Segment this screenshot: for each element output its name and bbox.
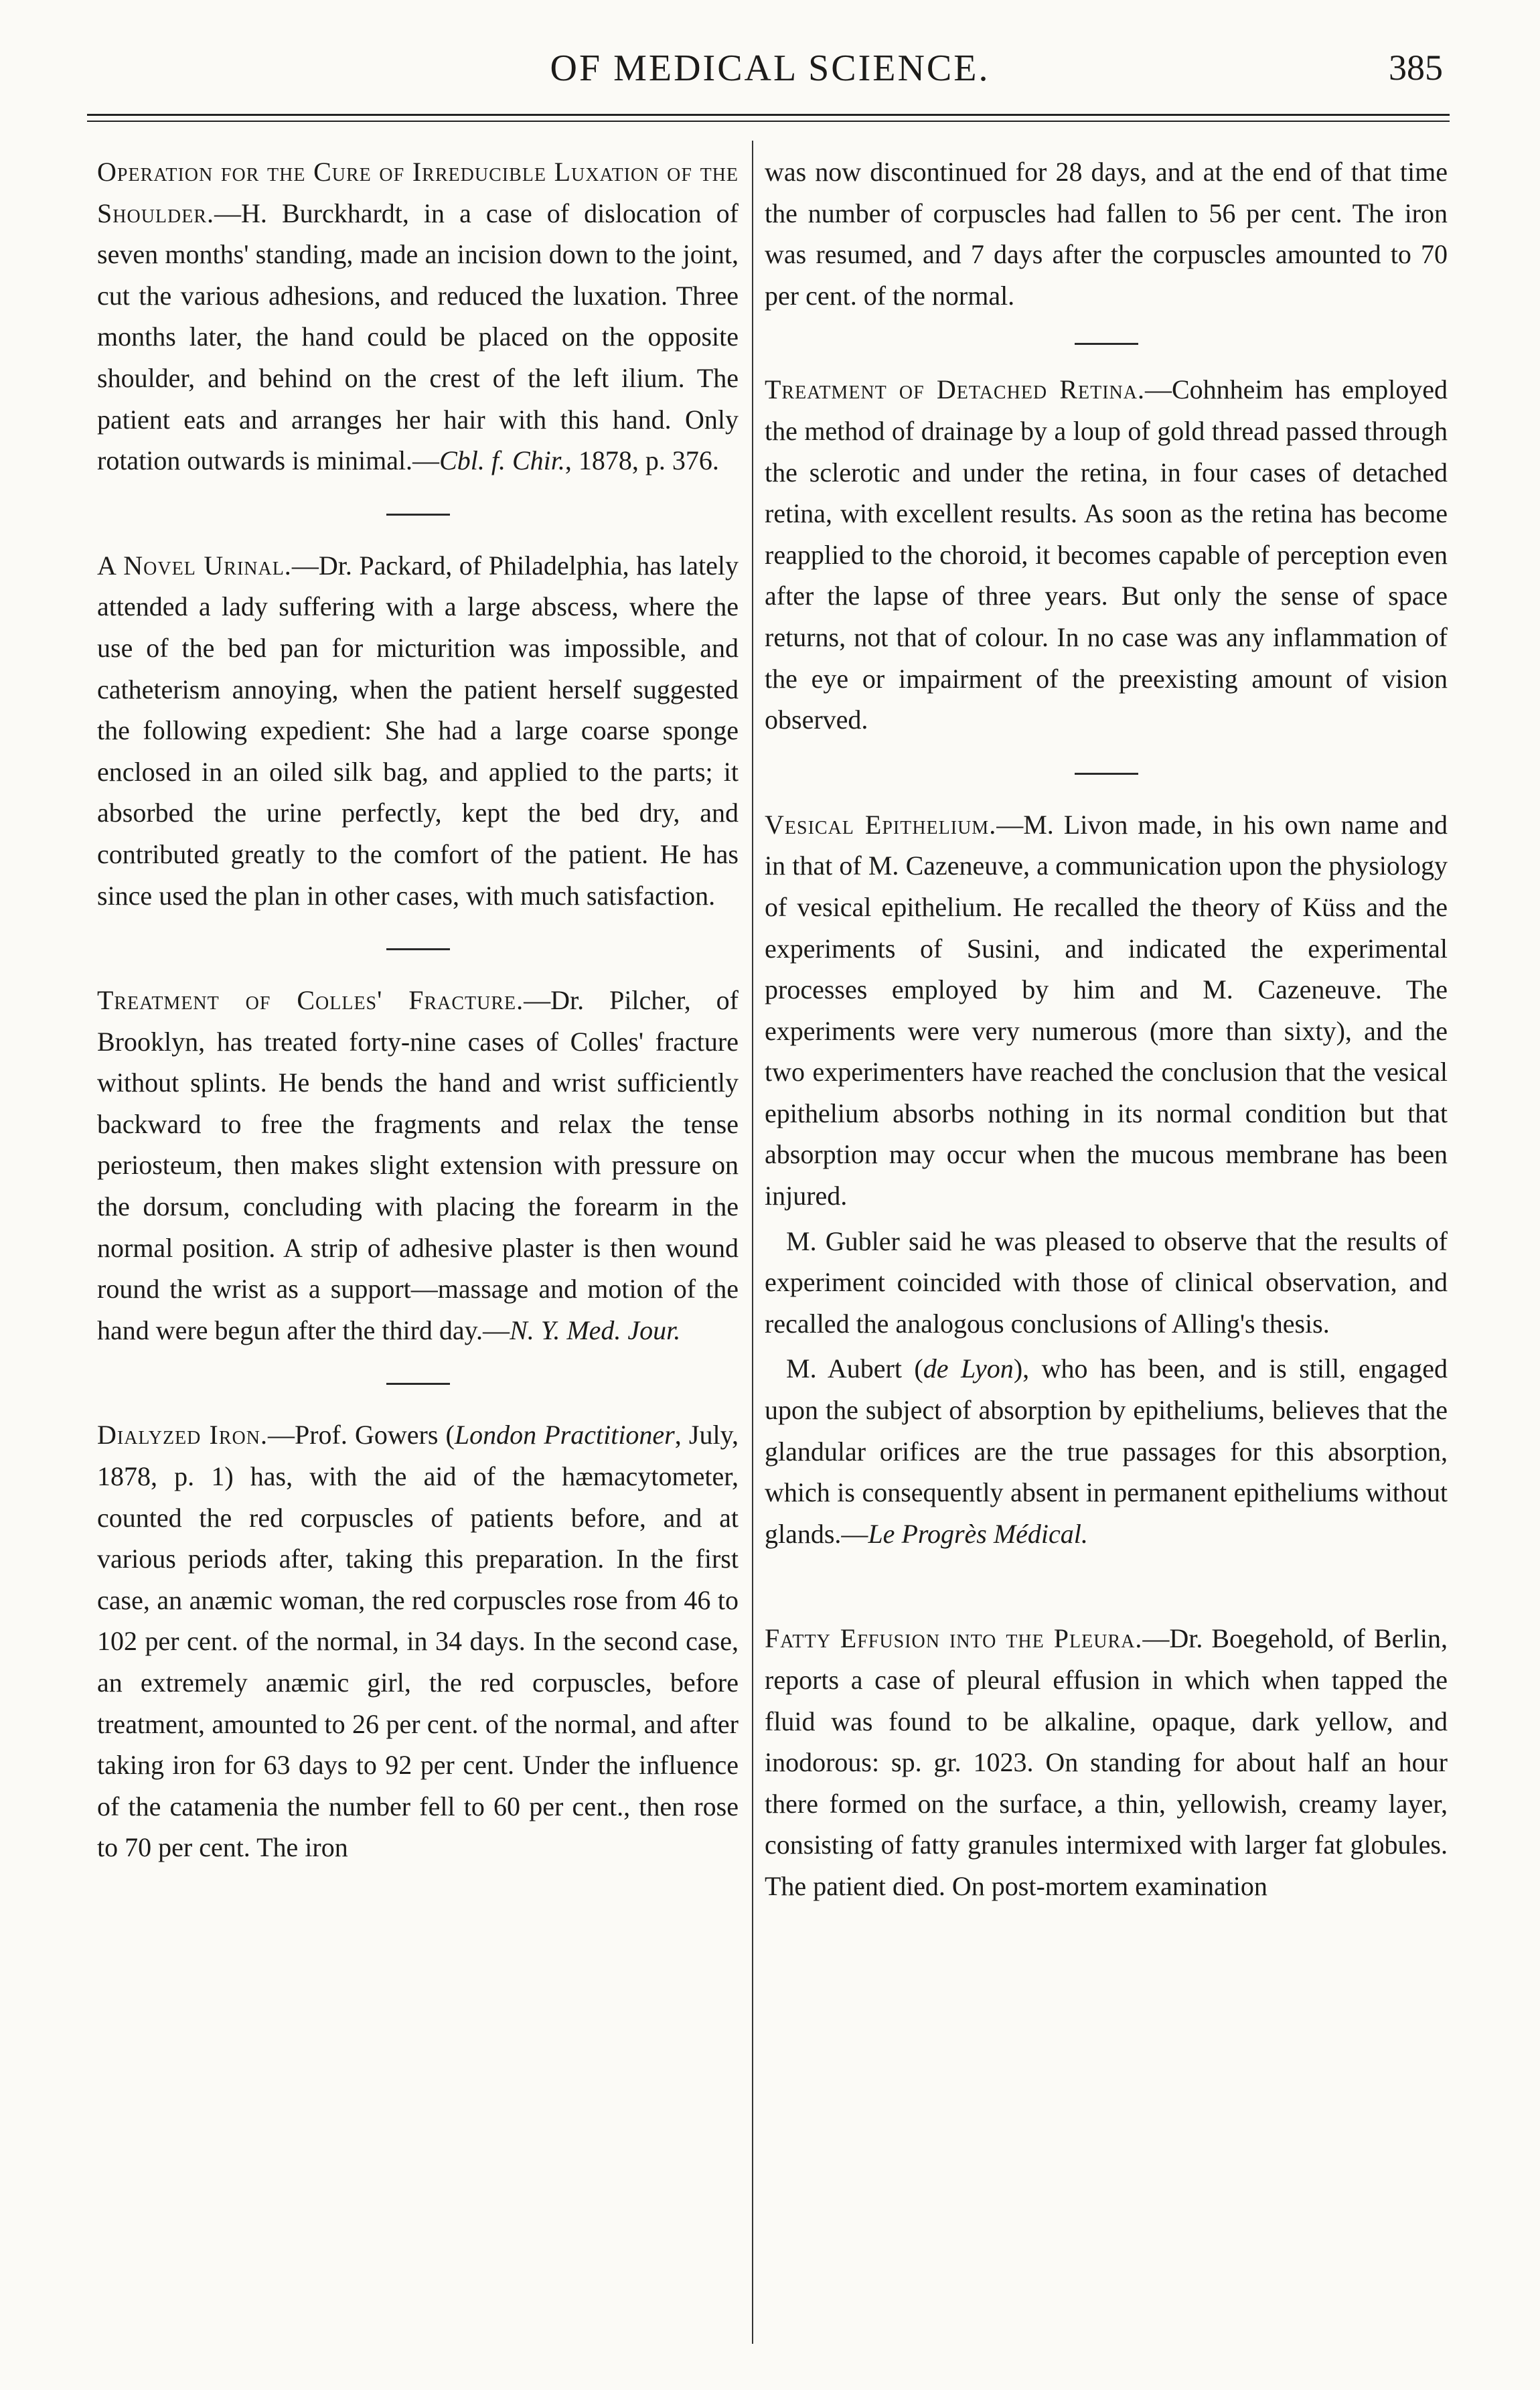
section-separator bbox=[1075, 773, 1138, 775]
section-separator bbox=[1075, 343, 1138, 345]
article-paragraph bbox=[765, 804, 1448, 1217]
article-paragraph-2: M. Gubler said he was pleased to observe that the results of experiment coincided with those of clinical observation, and recalled the analogous conclusions of Alling's thesis. bbox=[765, 1225, 1448, 1339]
article-body: —Cohnheim has employed the method of drainage by a loup of gold thread passed through the sclerotic and under the retina, in four cases of detached retina, with excellent results. As soon as the retina has become reapplied to the choroid, it becomes capable of perception even after the lapse of three years. But only the sense of space returns, not that of colour. In no case was any inflammation of the eye or impairment of the preexisting amount of vision observed. bbox=[765, 374, 1448, 735]
article-citation-tail: , 1878, p. 376. bbox=[564, 445, 719, 476]
article-continuation bbox=[765, 151, 1448, 316]
article-citation: N. Y. Med. Jour. bbox=[510, 1315, 681, 1345]
article-citation: Cbl. f. Chir. bbox=[439, 445, 565, 476]
article-source: de Lyon bbox=[923, 1353, 1014, 1384]
article-paragraph bbox=[765, 369, 1448, 740]
article-paragraph bbox=[97, 151, 739, 481]
article-heading: A Novel Urinal. bbox=[97, 550, 292, 581]
article-body-lead: M. Aubert ( bbox=[786, 1353, 923, 1384]
article-body: —H. Burckhardt, in a case of dislocation of seven months' standing, made an incision down to the joint, cut the various adhesions, and reduced the luxation. Three months later, the hand could be placed on the opposite shoulder, and behind on the crest of the left ilium. The patient eats and arranges her hair with this hand. Only rotation outwards is minimal.— bbox=[97, 198, 739, 476]
article-heading: Treatment of Colles' Fracture. bbox=[97, 985, 524, 1016]
article-body: —Dr. Pilcher, of Brooklyn, has treated forty-nine cases of Colles' fracture without splints. He bends the hand and wrist sufficiently backward to free the fragments and relax the tense periosteum, then makes slight extension with pressure on the dorsum, concluding with placing the forearm in the normal position. A strip of adhesive plaster is then wound round the wrist as a support—massage and motion of the hand were begun after the third day.— bbox=[97, 985, 739, 1345]
section-separator bbox=[386, 948, 450, 950]
article-citation: Le Progrès Médical. bbox=[868, 1518, 1088, 1549]
article-heading: Vesical Epithelium. bbox=[765, 809, 997, 840]
article-paragraph bbox=[97, 545, 739, 916]
article-body: ), who has been, and is still, engaged upon the subject of absorption by epitheliums, believes that the glandular orifices are the true passages for this absorption, which is consequently absent in permanent epitheliums without glands.— bbox=[765, 1353, 1448, 1549]
article-vesical-epithelium bbox=[765, 804, 1448, 1555]
article-body: —Dr. Packard, of Philadelphia, has lately attended a lady suffering with a large abscess, where the use of the bed pan for micturition was impossible, and catheterism annoying, when the patient herself suggested the following expedient: She had a large coarse sponge enclosed in an oiled silk bag, and applied to the parts; it absorbed the urine perfectly, kept the bed dry, and contributed greatly to the comfort of the patient. He has since used the plan in other cases, with much satisfaction. bbox=[97, 550, 739, 911]
article-fatty-effusion bbox=[765, 1618, 1448, 1907]
continued-paragraph: was now discontinued for 28 days, and at the end of that time the number of corpuscles had fallen to 56 per cent. The iron was resumed, and 7 days after the corpuscles amounted to 70 per cent. of the normal. bbox=[765, 157, 1448, 311]
article-colles-fracture bbox=[97, 980, 739, 1351]
page-number: 385 bbox=[1389, 48, 1443, 88]
article-paragraph bbox=[765, 1618, 1448, 1907]
running-head bbox=[0, 47, 1540, 100]
right-column bbox=[765, 151, 1448, 1907]
article-dialyzed-iron bbox=[97, 1414, 739, 1868]
article-body: , July, 1878, p. 1) has, with the aid of the hæmacytometer, counted the red corpuscles of patients before, and at various periods after, taking this preparation. In the first case, an anæmic woman, the red corpuscles rose from 46 to 102 per cent. of the normal, in 34 days. In the second case, an extremely anæmic girl, the red corpuscles, before treatment, amounted to 26 per cent. of the normal, and after taking iron for 63 days to 92 per cent. Under the influence of the catamenia the number fell to 60 per cent., then rose to 70 per cent. The iron bbox=[97, 1420, 739, 1863]
article-body: —Dr. Boegehold, of Berlin, reports a case of pleural effusion in which when tapped the fluid was found to be alkaline, opaque, dark yellow, and inodorous: sp. gr. 1023. On standing for about half an hour there formed on the surface, a thin, yellowish, creamy layer, consisting of fatty granules intermixed with larger fat globules. The patient died. On post-mortem examination bbox=[765, 1623, 1448, 1901]
running-title: OF MEDICAL SCIENCE. bbox=[550, 48, 990, 89]
article-heading: Treatment of Detached Retina. bbox=[765, 374, 1145, 405]
section-separator bbox=[386, 514, 450, 516]
article-detached-retina bbox=[765, 369, 1448, 740]
header-rule-bottom bbox=[87, 121, 1450, 122]
article-heading: Dialyzed Iron. bbox=[97, 1420, 268, 1450]
article-novel-urinal bbox=[97, 545, 739, 916]
article-paragraph bbox=[97, 980, 739, 1351]
left-column bbox=[97, 151, 739, 1868]
column-divider bbox=[752, 141, 753, 2344]
section-separator bbox=[386, 1383, 450, 1385]
article-heading: Operation for the Cure of Irreducible Luxation of the Shoulder. bbox=[97, 157, 739, 228]
header-rule-top bbox=[87, 114, 1450, 116]
article-paragraph-3 bbox=[765, 1348, 1448, 1554]
article-source: London Practitioner bbox=[454, 1420, 675, 1450]
article-body-lead: —Prof. Gowers ( bbox=[267, 1420, 455, 1450]
article-paragraph bbox=[97, 1414, 739, 1868]
article-shoulder-luxation bbox=[97, 151, 739, 481]
article-heading: Fatty Effusion into the Pleura. bbox=[765, 1623, 1143, 1654]
article-body: —M. Livon made, in his own name and in that of M. Cazeneuve, a communication upon the physiology of vesical epithelium. He recalled the theory of Küss and the experiments of Susini, and indicated the experimental processes employed by him and M. Cazeneuve. The experiments were very numerous (more than sixty), and the two experimenters have reached the conclusion that the vesical epithelium absorbs nothing in its normal condition but that absorption may occur when the mucous membrane has been injured. bbox=[765, 809, 1448, 1211]
